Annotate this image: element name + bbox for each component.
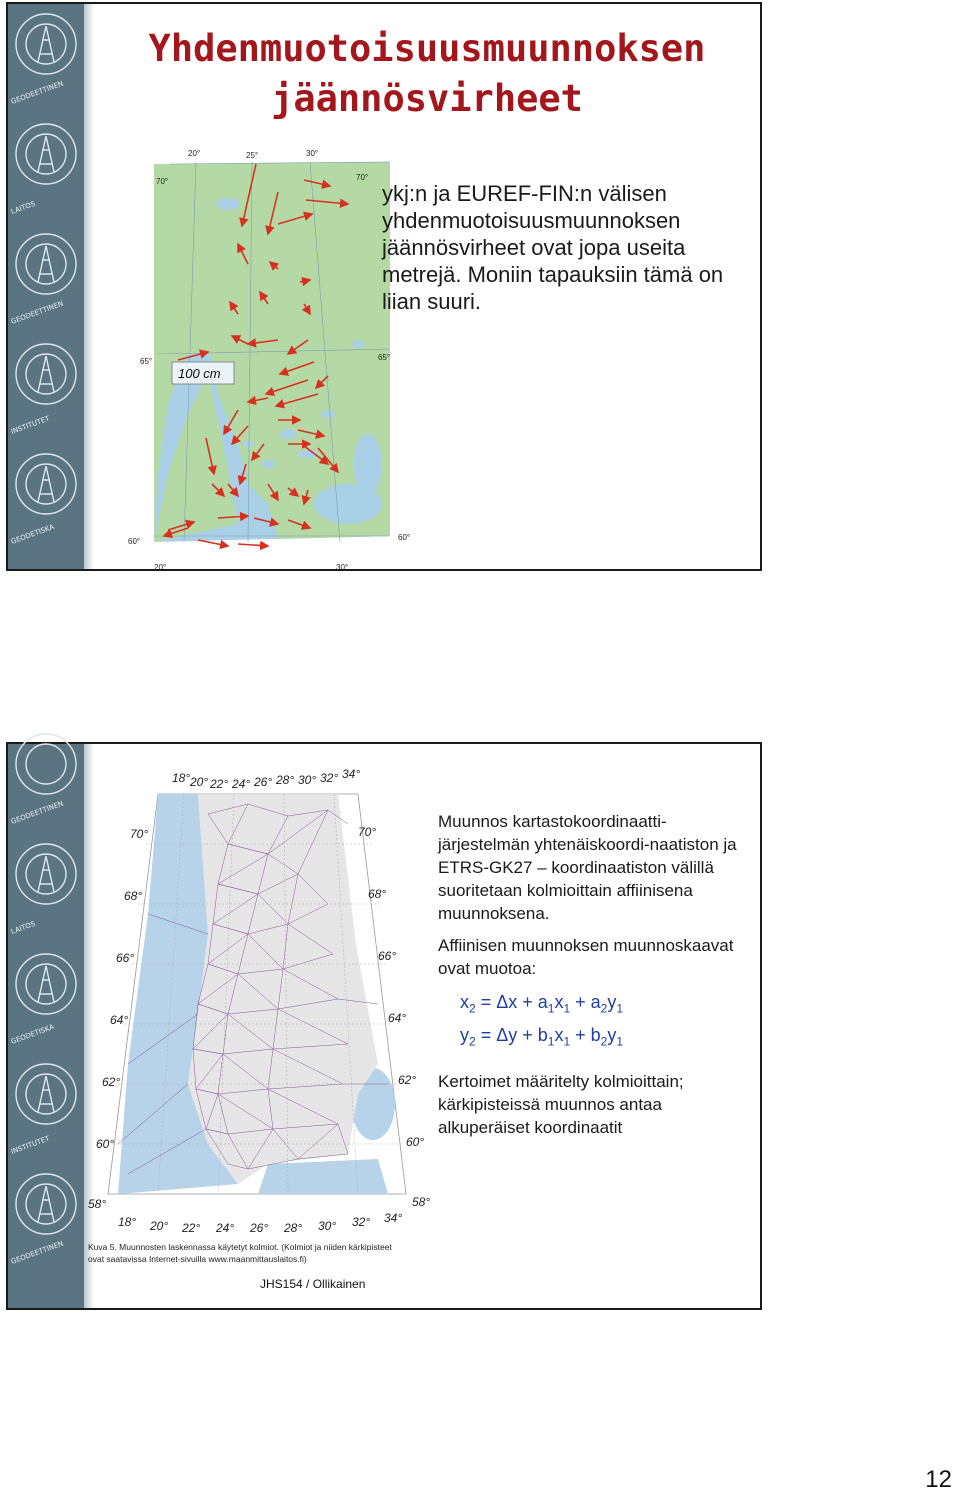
slide-footer: JHS154 / Ollikainen [260,1277,366,1291]
lat-label-left: 65° [140,357,153,366]
lon-label-bottom: 32° [352,1215,371,1229]
lon-label-top: 32° [320,771,339,785]
triangulation-map [88,764,444,1289]
lon-label-top: 30° [306,149,319,158]
lat-label-left: 62° [102,1075,121,1089]
formula-subscript: 1 [563,1001,571,1016]
lat-label-right: 65° [378,353,391,362]
svg-text:GEODEETTINEN: GEODEETTINEN [9,79,65,106]
lon-label-bottom: 20° [150,1219,169,1233]
lon-label-top: 26° [254,775,273,789]
lon-label-bottom: 30° [318,1219,337,1233]
title-line-1: Yhdenmuotoisuusmuunnoksen [148,27,706,70]
formula-line-x: $x_2 = \Delta x + a_1x_1 + a_2y_1$ [460,992,624,1016]
lon-label-bottom: 34° [384,1211,403,1225]
lon-label-top: 25° [246,151,259,160]
slide-2-body-text [438,810,758,1148]
formula-subscript: 1 [563,1034,571,1049]
svg-text:GEODETISKA: GEODETISKA [9,522,56,546]
institute-seal-strip [8,744,84,1308]
formula-term: x [554,992,564,1012]
svg-text:INSTITUTET: INSTITUTET [9,414,51,436]
lat-label-left: 58° [88,1197,107,1211]
paragraph-transformation: Muunnos kartastokoordinaatti-järjestelmän yhtenäiskoordi-naatiston ja ETRS-GK27 – koordinaatiston välillä suoritetaan kolmioittain affiinisena muunnoksena. [438,812,737,923]
lat-label-right: 58° [412,1195,431,1209]
paragraph-formula-intro: Affiinisen muunnoksen muunnoskaavat ovat muotoa: [438,936,734,978]
slide-1-body-text: ykj:n ja EUREF-FIN:n välisen yhdenmuotoisuusmuunnoksen jäännösvirheet ovat jopa useita metrejä. Moniin tapauksiin tämä on liian suuri. [382,181,724,314]
lat-label-right: 62° [398,1073,417,1087]
formula-subscript: 1 [616,1034,624,1049]
formula-term: Δx [496,992,518,1012]
formula-term: a [537,992,548,1012]
lon-label-bottom: 18° [118,1215,137,1229]
svg-text:LAITOS: LAITOS [9,199,37,216]
formula-term: b [590,1024,601,1045]
lat-label-left: 70° [130,827,149,841]
lon-label-top: 24° [232,777,251,791]
title-line-2: jäännösvirheet [271,77,583,120]
formula-subscript: 2 [600,1001,608,1016]
lat-label-right: 60° [406,1135,425,1149]
formula-term: y [607,1024,617,1045]
lat-label-left: 60° [128,537,141,546]
formula-term: y [607,992,617,1012]
formula-subscript: 2 [469,1034,476,1049]
formula-term: y [460,1024,469,1045]
map-caption-line-2: ovat saatavissa Internet-sivuilla www.maanmittauslaitos.fi) [88,1254,307,1264]
finland-residual-map [128,144,411,572]
lat-label-left: 68° [124,889,143,903]
lat-label-left: 64° [110,1013,129,1027]
lat-label-right: 66° [378,949,397,963]
lon-label-bottom: 22° [182,1221,201,1235]
lon-label-top: 18° [172,771,191,785]
lon-label-top: 28° [276,773,295,787]
formula-term: b [537,1024,548,1045]
formula-subscript: 1 [547,1001,555,1016]
lon-label-top: 34° [342,767,361,781]
formula-subscript: 2 [469,1001,476,1016]
institute-seal-strip [8,4,84,569]
lon-label-top: 22° [210,777,229,791]
lon-label-top: 20° [190,775,209,789]
page-number: 12 [925,1466,952,1493]
svg-text:GEODEETTINEN: GEODEETTINEN [9,799,65,826]
residual-error-map [128,144,411,572]
lon-label-top: 20° [188,149,201,158]
formula-term: Δy [496,1024,518,1045]
lon-label-top: 30° [298,773,317,787]
formula-term: a [590,992,601,1012]
slide-1 [6,2,762,571]
formula-subscript: 2 [600,1034,608,1049]
lat-label-right: 70° [356,173,369,182]
scale-label: 100 cm [178,366,221,381]
map-caption-line-1: Kuva 5. Muunnosten laskennassa käytetyt kolmiot. (Kolmiot ja niiden kärkipisteet [88,1242,392,1252]
formula-line-y: $y_2 = \Delta y + b_1x_1 + b_2y_1$ [460,1024,624,1049]
slide-title [94,24,760,124]
affine-formula [460,989,758,1054]
paragraph-coefficients: Kertoimet määritelty kolmioittain; kärkipisteissä muunnos antaa alkuperäiset koordinaatit [438,1072,684,1138]
formula-term: x [554,1024,564,1045]
formula-subscript: 1 [547,1034,555,1049]
lat-label-right: 70° [358,825,377,839]
lat-label-left: 66° [116,951,135,965]
svg-text:GEODETISKA: GEODETISKA [9,1022,56,1046]
lat-label-left: 70° [156,177,169,186]
svg-text:GEODEETTINEN: GEODEETTINEN [9,299,65,326]
formula-term: x [460,992,469,1012]
finland-triangle-map [88,764,444,1289]
formula-subscript: 1 [616,1001,624,1016]
seal-pattern [8,744,84,1312]
gulf-of-finland [258,1159,388,1194]
lat-label-right: 64° [388,1011,407,1025]
lat-label-right: 68° [368,887,387,901]
lon-label-bottom: 28° [284,1221,303,1235]
lon-label-bottom: 20° [154,563,167,572]
lat-label-right: 60° [398,533,411,542]
svg-text:INSTITUTET: INSTITUTET [9,1134,51,1156]
svg-text:GEODEETTINEN: GEODEETTINEN [9,1239,65,1266]
seal-pattern [8,4,84,573]
lon-label-bottom: 26° [250,1221,269,1235]
seal-fade [84,4,94,569]
slide-2 [6,742,762,1310]
lon-label-bottom: 24° [216,1221,235,1235]
lat-label-left: 60° [96,1137,115,1151]
svg-text:LAITOS: LAITOS [9,919,37,936]
lon-label-bottom: 30° [336,563,349,572]
